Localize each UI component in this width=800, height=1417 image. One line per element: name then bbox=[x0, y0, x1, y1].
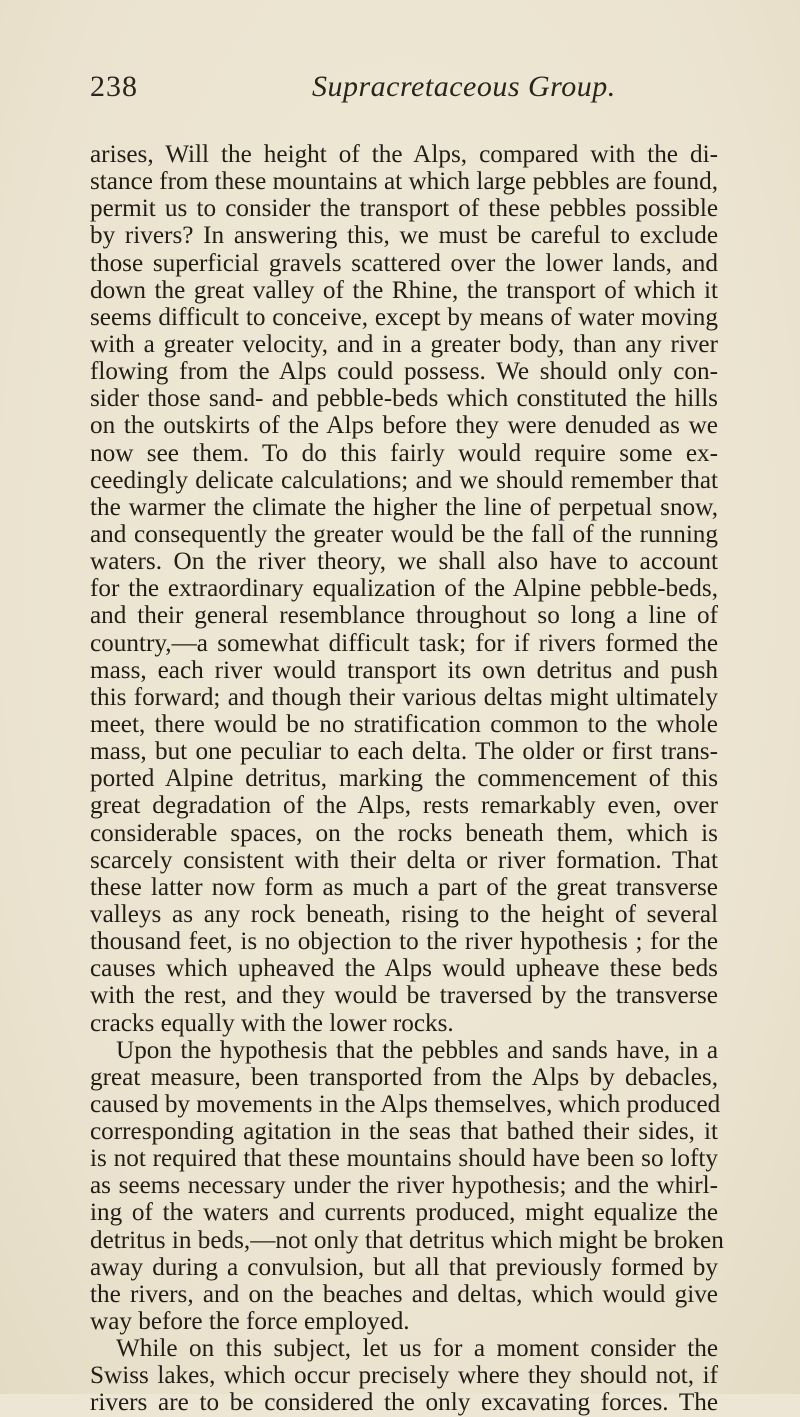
text-line: scarcely consistent with their delta or river formation. That bbox=[90, 846, 718, 874]
text-line: caused by movements in the Alps themselves, which produced bbox=[90, 1090, 721, 1118]
text-line: by rivers? In answering this, we must be careful to exclude bbox=[90, 222, 718, 250]
text-line: stance from these mountains at which large pebbles are found, bbox=[90, 168, 718, 196]
text-line: this forward; and though their various deltas might ultimately bbox=[90, 683, 718, 711]
text-line: these latter now form as much a part of the great transverse bbox=[90, 873, 718, 901]
text-line: country,—a somewhat difficult task; for if rivers formed the bbox=[90, 629, 718, 657]
text-line: ing of the waters and currents produced, might equalize the bbox=[90, 1199, 718, 1227]
paragraph-start-line: While on this subject, let us for a moment consider the bbox=[116, 1335, 718, 1363]
text-line: corresponding agitation in the seas that bathed their sides, it bbox=[90, 1118, 718, 1146]
text-line: rivers are to be considered the only excavating forces. The bbox=[90, 1389, 718, 1417]
text-line: seems difficult to conceive, except by means of water moving bbox=[90, 303, 718, 331]
text-line: is not required that these mountains should have been so lofty bbox=[90, 1145, 718, 1173]
paragraph-start-line: Upon the hypothesis that the pebbles and sands have, in a bbox=[116, 1036, 718, 1064]
text-line: great measure, been transported from the Alps by debacles, bbox=[90, 1063, 718, 1091]
text-line: ceedingly delicate calculations; and we should remember that bbox=[90, 466, 718, 494]
text-line: down the great valley of the Rhine, the transport of which it bbox=[90, 276, 718, 304]
page-number: 238 bbox=[90, 70, 138, 103]
text-line: waters. On the river theory, we shall also have to account bbox=[90, 548, 718, 576]
text-line: great degradation of the Alps, rests remarkably even, over bbox=[90, 792, 718, 820]
text-line: sider those sand- and pebble-beds which constituted the hills bbox=[90, 385, 718, 413]
text-line: with a greater velocity, and in a greater body, than any river bbox=[90, 330, 718, 358]
text-line: meet, there would be no stratification common to the whole bbox=[90, 710, 718, 738]
text-line: detritus in beds,—not only that detritus which might be broken bbox=[90, 1226, 724, 1254]
text-line: ported Alpine detritus, marking the commencement of this bbox=[90, 765, 718, 793]
text-line: considerable spaces, on the rocks beneath them, which is bbox=[90, 819, 718, 847]
text-line: away during a convulsion, but all that previously formed by bbox=[90, 1253, 718, 1281]
text-line: the warmer the climate the higher the line of perpetual snow, bbox=[90, 493, 718, 521]
running-title: Supracretaceous Group. bbox=[312, 70, 616, 103]
text-line: permit us to consider the transport of these pebbles possible bbox=[90, 195, 718, 223]
paragraph-end-line: way before the force employed. bbox=[90, 1308, 410, 1336]
text-line: arises, Will the height of the Alps, compared with the di- bbox=[90, 141, 718, 168]
text-line: causes which upheaved the Alps would upheave these beds bbox=[90, 955, 718, 983]
text-line: as seems necessary under the river hypothesis; and the whirl- bbox=[90, 1172, 718, 1200]
paragraph-end-line: cracks equally with the lower rocks. bbox=[90, 1009, 454, 1037]
text-line: mass, but one peculiar to each delta. The older or first trans- bbox=[90, 738, 718, 766]
text-line: the rivers, and on the beaches and deltas, which would give bbox=[90, 1280, 718, 1308]
text-line: and consequently the greater would be the fall of the running bbox=[90, 520, 718, 548]
text-line: those superficial gravels scattered over the lower lands, and bbox=[90, 249, 718, 277]
text-line: and their general resemblance throughout so long a line of bbox=[90, 602, 718, 630]
text-line: now see them. To do this fairly would require some ex- bbox=[90, 439, 718, 467]
text-line: for the extraordinary equalization of the Alpine pebble-beds, bbox=[90, 575, 718, 603]
body-text bbox=[90, 141, 724, 1417]
text-line: mass, each river would transport its own detritus and push bbox=[90, 656, 718, 684]
text-line: on the outskirts of the Alps before they were denuded as we bbox=[90, 412, 718, 440]
text-line: flowing from the Alps could possess. We should only con- bbox=[90, 358, 718, 386]
running-head bbox=[90, 70, 730, 110]
text-line: Swiss lakes, which occur precisely where they should not, if bbox=[90, 1362, 718, 1390]
text-line: valleys as any rock beneath, rising to the height of several bbox=[90, 900, 718, 928]
text-line: thousand feet, is no objection to the river hypothesis ; for the bbox=[90, 928, 718, 956]
text-line: with the rest, and they would be traversed by the transverse bbox=[90, 982, 718, 1010]
